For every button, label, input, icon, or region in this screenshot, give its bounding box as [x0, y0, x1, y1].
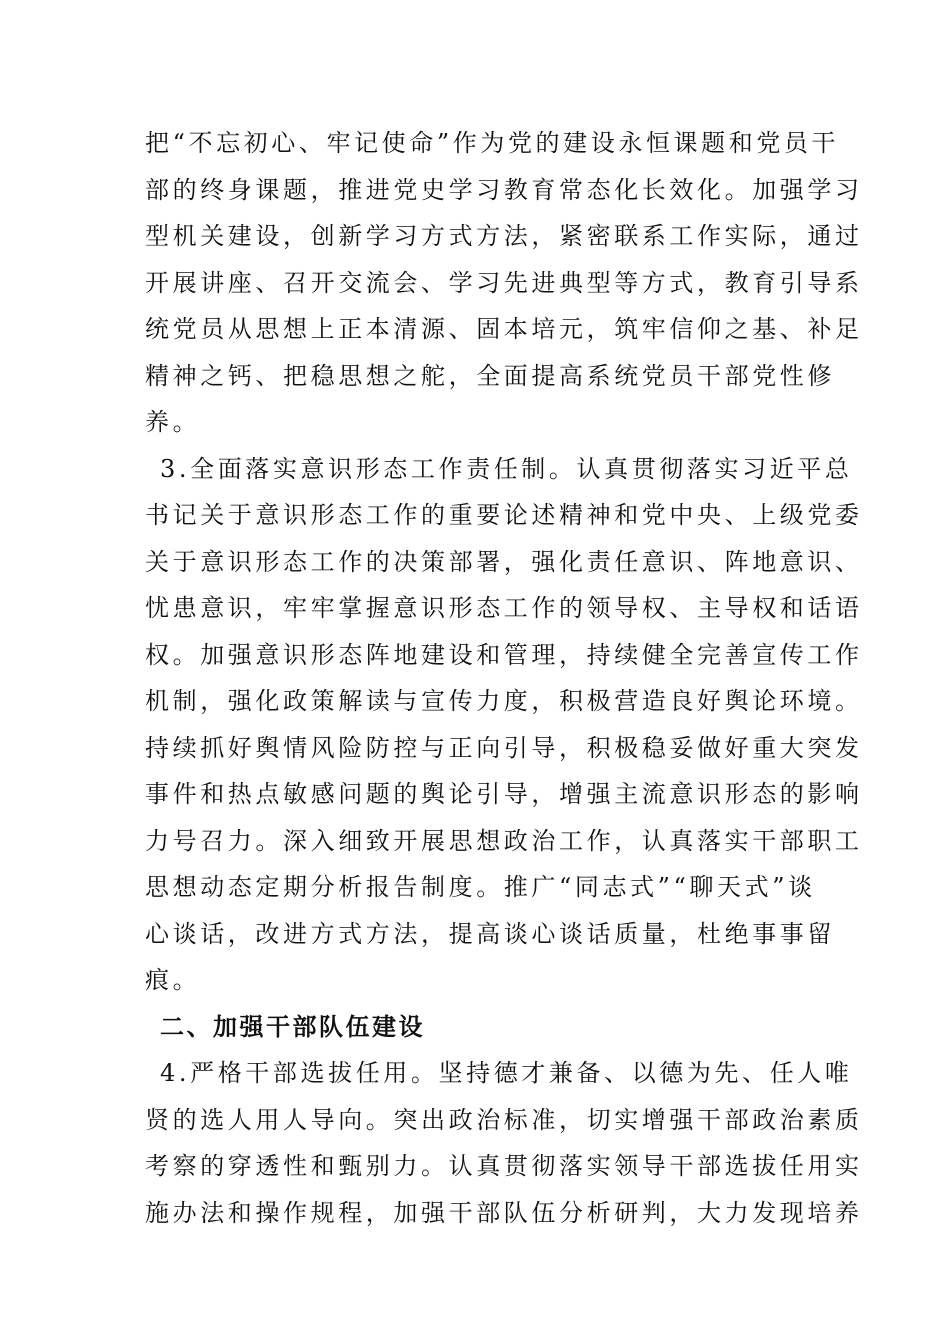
text-line: 4.严格干部选拔任用。坚持德才兼备、以德为先、任人唯 [160, 1059, 853, 1087]
text-line: 事件和热点敏感问题的舆论引导，增强主流意识形态的影响 [145, 780, 863, 808]
text-line: 考察的穿透性和甄别力。认真贯彻落实领导干部选拔任用实 [145, 1152, 863, 1180]
paragraph [145, 446, 863, 1004]
document-body [145, 120, 863, 1236]
text-line: 力号召力。深入细致开展思想政治工作，认真落实干部职工 [145, 826, 863, 855]
text-line: 持续抓好舆情风险防控与正向引导，积极稳妥做好重大突发 [145, 733, 863, 762]
text-line: 施办法和操作规程，加强干部队伍分析研判，大力发现培养 [145, 1198, 863, 1227]
text-line: 忧患意识，牢牢掌握意识形态工作的领导权、主导权和话语 [145, 594, 863, 622]
text-line: 把“不忘初心、牢记使命”作为党的建设永恒课题和党员干 [145, 129, 840, 157]
text-line: 开展讲座、召开交流会、学习先进典型等方式，教育引导系 [145, 268, 863, 297]
text-line: 精神之钙、把稳思想之舵，全面提高系统党员干部党性修 [145, 361, 835, 390]
paragraph [145, 120, 863, 446]
text-line: 思想动态定期分析报告制度。推广“同志式”“聊天式”谈 [145, 873, 816, 901]
text-line: 型机关建设，创新学习方式方法，紧密联系工作实际，通过 [145, 222, 863, 250]
section-heading: 二、加强干部队伍建设 [160, 1012, 425, 1041]
text-line: 统党员从思想上正本清源、固本培元，筑牢信仰之基、补足 [145, 315, 863, 343]
text-line: 机制，强化政策解读与宣传力度，积极营造良好舆论环境。 [145, 687, 863, 715]
text-line: 书记关于意识形态工作的重要论述精神和党中央、上级党委 [145, 501, 863, 529]
text-line: 关于意识形态工作的决策部署，强化责任意识、阵地意识、 [145, 547, 863, 576]
text-line: 心谈话，改进方式方法，提高谈心谈话质量，杜绝事事留 [145, 919, 835, 948]
text-line: 权。加强意识形态阵地建设和管理，持续健全完善宣传工作 [145, 640, 863, 669]
text-line: 痕。 [145, 966, 201, 994]
text-line: 部的终身课题，推进党史学习教育常态化长效化。加强学习 [145, 175, 863, 204]
paragraph [145, 1050, 863, 1236]
text-line: 贤的选人用人导向。突出政治标准，切实增强干部政治素质 [145, 1105, 863, 1134]
text-line: 3.全面落实意识形态工作责任制。认真贯彻落实习近平总 [160, 454, 853, 483]
text-line: 养。 [145, 408, 201, 436]
